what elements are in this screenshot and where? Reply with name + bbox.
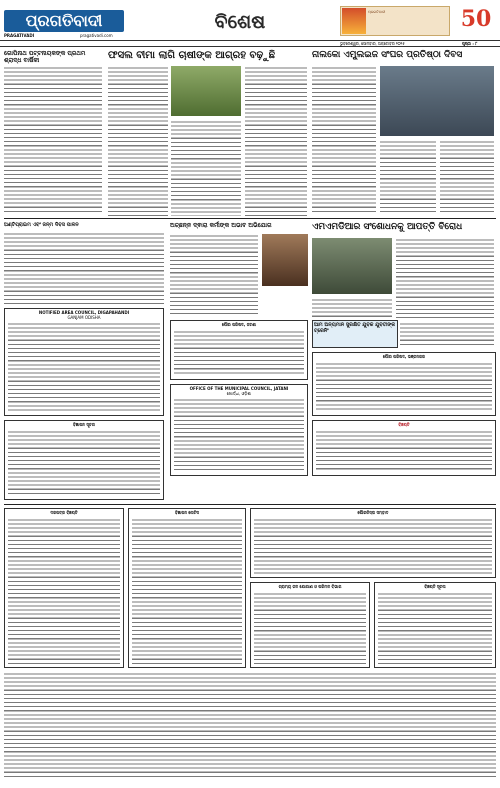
article-2-photo[interactable] <box>171 66 241 116</box>
article-3-photo[interactable] <box>380 66 494 136</box>
section-title: ବିଶେଷ <box>214 11 266 33</box>
notice-6-title[interactable]: ବିଜ୍ଞପ୍ତି <box>398 422 410 427</box>
notice-2-body <box>8 430 160 496</box>
anniversary-logo: 50 <box>460 6 492 32</box>
notice-7-body <box>8 518 120 664</box>
dateline-date: ଭୁବନେଶ୍ୱର, ସୋମବାର, ଅକ୍ଟୋବର ୨୦୨୫ <box>340 41 405 46</box>
notice-10-title[interactable]: ଗ୍ରାମ୍ୟ ଜଳ ଯୋଗାଣ ଓ ପରିମଳ ବିଭାଗ <box>278 584 342 589</box>
article-2-body-col1 <box>108 66 168 216</box>
notice-2-title[interactable]: ବିଜ୍ଞାପନ ସୂଚନା <box>72 422 95 427</box>
article-3-headline[interactable]: ନାଲକୋ ଏମ୍ପ୍ଲଇଜ ସଂଘର ପ୍ରତିଷ୍ଠା ଦିବସ <box>312 50 463 60</box>
article-1-body <box>4 66 102 214</box>
notice-1-body <box>8 322 160 412</box>
notice-4-subtitle: ଖୋର୍ଦ୍ଧା, ଓଡ଼ିଶା <box>226 391 252 396</box>
brand-sub: PRAGATIVADI <box>4 33 35 38</box>
notice-1-subtitle: GANJAM ODISHA <box>67 315 101 320</box>
article-5-photo[interactable] <box>262 234 308 286</box>
article-4-headline[interactable]: ଏମଏମଡିଆର ସଂଶୋଧନକୁ ଆପତ୍ତି ବିରୋଧ <box>312 222 463 232</box>
article-5-body <box>170 234 258 314</box>
ad-text: ପ୍ରଗତିବାଦୀ <box>368 10 386 14</box>
section-divider-1 <box>4 218 496 219</box>
notice-3-title[interactable]: ପୌର ପରିଷଦ, ଜଟଣୀ <box>221 322 257 327</box>
article-3-body-col2 <box>380 140 436 214</box>
article-5-headline[interactable]: ଅଚ୍ଛନ୍ନ ଦ୍ଵାରା କର୍ମୀଙ୍କ ଅଭାବ ଅଭିଯୋଗ <box>170 222 272 229</box>
article-4-photo[interactable] <box>312 238 392 294</box>
article-6-headline[interactable]: ଆମ ଅନ୍ୟମାନ ସୁରକ୍ଷିତ ଯୁବକ ଯୁବତୀଙ୍କ ଟ୍ରେନିଂ <box>314 322 396 334</box>
notice-7-title[interactable]: ଦରପତ୍ର ବିଜ୍ଞପ୍ତି <box>50 510 78 515</box>
article-7-headline[interactable]: ଅଣ୍ଟିପ୍ରାଇମ ଏବଂ ଜନ୍ମ ଦିବସ ପାଳନ <box>4 222 79 228</box>
notice-6-body <box>316 430 492 472</box>
notice-9-title[interactable]: ପୌରଳିସ୍ତା ସମ୍ବାଦ <box>357 510 389 515</box>
notice-11-body <box>378 592 492 664</box>
notice-5-title[interactable]: ପୌର ପରିଷଦ, ଭଞ୍ଜନଗର <box>382 354 426 359</box>
notice-4-title[interactable]: OFFICE OF THE MUNICIPAL COUNCIL, JATANI <box>189 386 289 391</box>
article-2-body-col2 <box>171 120 241 216</box>
notice-9-body <box>254 518 492 574</box>
dateline-bar <box>0 40 500 47</box>
article-1-headline[interactable]: ଗୋପିନାଥ ପଟ୍ଟନାୟକଙ୍କ ପ୍ରଥମ ଶ୍ରାଦ୍ଧ ବାର୍ଷିକୀ <box>4 50 86 64</box>
brand-logo[interactable]: ପ୍ରଗତିବାଦୀ <box>4 10 124 32</box>
article-2-body-col3 <box>245 66 307 216</box>
article-7-body <box>4 232 164 304</box>
article-3-body-col1 <box>312 66 376 214</box>
page-number: ପୃଷ୍ଠା : ୮ <box>462 41 478 46</box>
article-2-headline[interactable]: ଫସଲ ବୀମା ଲାଗି ଚାଷୀଙ୍କ ଆଗ୍ରହ ବଢ଼ୁଛି <box>108 50 276 61</box>
notice-4-body <box>174 398 304 472</box>
bottom-classifieds <box>4 672 496 780</box>
notice-8-body <box>132 518 242 664</box>
notice-3-body <box>174 330 304 376</box>
article-3-body-col3 <box>440 140 494 214</box>
notice-10-body <box>254 592 366 664</box>
notice-11-title[interactable]: ବିଜ୍ଞପ୍ତି ସୂଚନା <box>424 584 446 589</box>
notice-8-title[interactable]: ବିଜ୍ଞାପନ ନୋଟିସ <box>175 510 199 515</box>
ad-image <box>342 8 366 34</box>
brand-url[interactable]: pragativadi.com <box>80 33 113 38</box>
section-divider-2 <box>4 504 496 505</box>
article-4-body <box>396 238 494 318</box>
notice-1-title[interactable]: NOTIFIED AREA COUNCIL, DIGAPAHANDI <box>38 310 130 315</box>
article-6-body <box>400 322 494 348</box>
notice-5-body <box>316 362 492 412</box>
